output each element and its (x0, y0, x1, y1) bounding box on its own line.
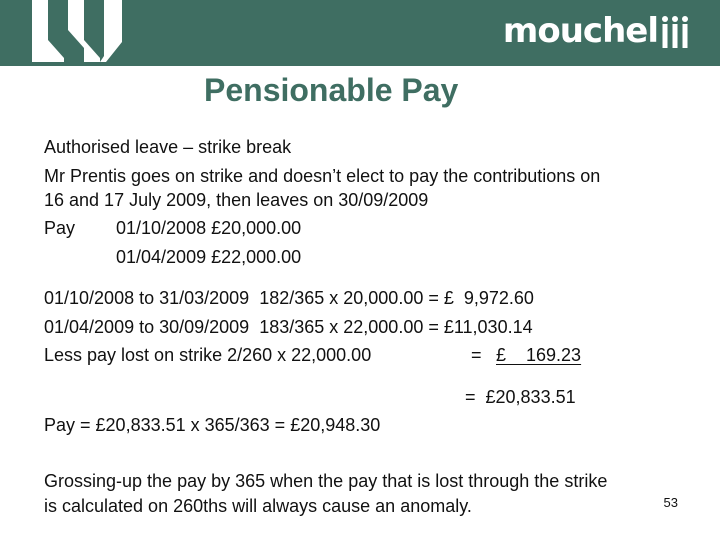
result-line: Pay = £20,833.51 x 365/363 = £20,948.30 (44, 415, 381, 435)
calc-row-1: 01/10/2008 to 31/03/2009 182/365 x 20,000.00 = £ 9,972.60 (44, 288, 534, 308)
slide-title: Pensionable Pay (204, 72, 459, 108)
note-line-1: Grossing-up the pay by 365 when the pay that is lost through the strike (44, 471, 608, 491)
intro-line-1: Authorised leave – strike break (44, 137, 292, 157)
calc-total: = £20,833.51 (465, 387, 576, 407)
header-bar (0, 0, 720, 66)
pay-entry-2: 01/04/2009 £22,000.00 (116, 247, 302, 267)
pay-entry-1: 01/10/2008 £20,000.00 (116, 218, 302, 238)
intro-line-3: 16 and 17 July 2009, then leaves on 30/09/2009 (44, 190, 429, 210)
calc-row-3-equals: = (471, 345, 482, 365)
chevron-logo-icon (28, 0, 138, 66)
brand-name: mouchel (502, 11, 658, 51)
pay-label: Pay (44, 218, 76, 238)
calc-row-3-value: £ 169.23 (496, 345, 582, 365)
note-line-2: is calculated on 260ths will always cause an anomaly. (44, 496, 472, 516)
slide-number: 53 (663, 495, 678, 510)
mouchel-figures-icon (660, 14, 690, 50)
calc-row-2: 01/04/2009 to 30/09/2009 183/365 x 22,000.00 = £11,030.14 (44, 317, 533, 337)
calc-row-3-label: Less pay lost on strike 2/260 x 22,000.00 (44, 345, 372, 365)
intro-line-2: Mr Prentis goes on strike and doesn’t elect to pay the contributions on (44, 166, 601, 186)
